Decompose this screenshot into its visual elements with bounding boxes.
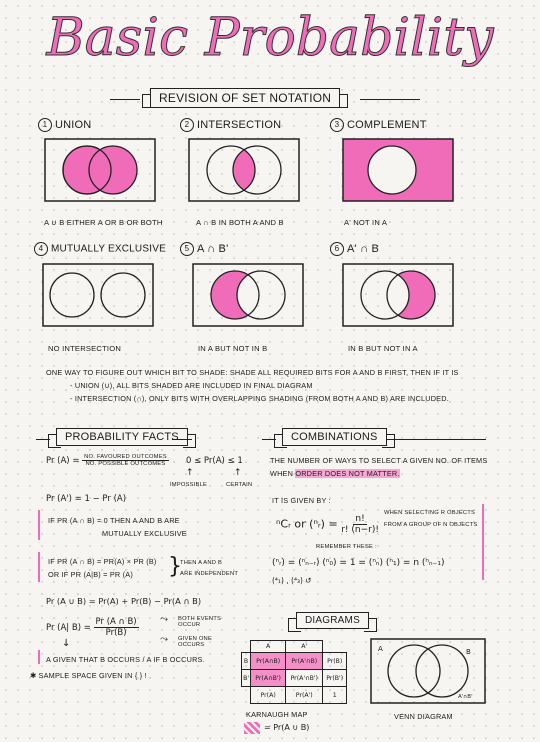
brace-icon: } [168,554,182,579]
fact-given-note: A GIVEN THAT B OCCURS / A IF B OCCURS. [46,655,205,664]
legend-swatch [244,722,260,734]
karnaugh-cell: Pr(A∩B') [251,670,286,687]
venn-diagram-complement [342,138,454,202]
fact-independent-line1: IF PR (A ∩ B) = PR(A) × PR (B) [48,557,157,566]
label-impossible: IMPOSSIBLE [170,482,208,488]
venn-diagram-intersection [188,138,300,202]
combinations-remember: REMEMBER THESE : [316,544,377,550]
arrow-up-icon: ↑ [234,468,242,478]
shading-note-line2: - UNION (∪), ALL BITS SHADED ARE INCLUDED IN FINAL DIAGRAM [70,381,313,390]
venn-general-label-outside: A'∩B' [458,694,473,700]
combinations-formula: ⁿCᵣ or (ⁿᵣ) = $\frac{n!}{r! (n-r)!}$ [276,514,379,535]
fact-mutex-line2: MUTUALLY EXCLUSIVE [102,529,187,538]
karnaugh-header-a-prime: A' [286,641,323,653]
venn-label-mutually-exclusive: 4 MUTUALLY EXCLUSIVE [34,242,166,256]
karnaugh-cell: Pr(A∩B) [251,653,286,670]
fact-independent-line2: OR IF PR (A|B) = PR (A) [48,570,133,579]
section-banner-diagrams: DIAGRAMS [296,612,369,629]
fact-mutex-line1: IF PR (A ∩ B) = 0 THEN A AND B ARE [48,516,180,525]
venn-label-intersection: 2 INTERSECTION [180,118,281,132]
karnaugh-cell: Pr(B) [323,653,347,670]
venn-label-complement: 3 COMPLEMENT [330,118,427,132]
fact-independent-line4: ARE INDEPENDENT [180,571,239,577]
venn-label-union: 1 UNION [38,118,91,132]
karnaugh-row-b-prime: B' [242,670,251,687]
fact-complement-rule: Pr (A') = 1 − Pr (A) [46,494,127,504]
combinations-line1: THE NUMBER OF WAYS TO SELECT A GIVEN NO. OF ITEMS [270,456,488,465]
karnaugh-row-b: B [242,653,251,670]
venn-general-label-b: B [466,648,471,656]
karnaugh-cell: Pr(A) [251,687,286,704]
combinations-identities: (ⁿᵣ) = (ⁿₙ₋ᵣ) (ⁿ₀) = 1 = (ⁿₙ) (ⁿ₁) = n (ⁿₙ₋₁) [272,558,445,568]
fact-probability-range: 0 ≤ Pr(A) ≤ 1 [186,456,243,466]
fact-probability-definition: Pr (A) = $\frac{\text{NO. FAVOURED OUTCOMES}}{\text{NO. POSSIBLE OUTCOMES}}$ [46,454,167,467]
arrow-up-icon: ↑ [186,468,194,478]
label-certain: CERTAIN [226,482,253,488]
venn-diagram-not-a-b [342,263,454,327]
karnaugh-cell: Pr(A') [286,687,323,704]
arrow-right-icon: ⤳ [160,634,168,645]
shading-note-line3: - INTERSECTION (∩), ONLY BITS WITH OVERLAPPING SHADING (FROM BOTH A AND B) ARE INCLUDED. [70,394,449,403]
venn-diagram-union [44,138,156,202]
karnaugh-map [241,640,347,704]
karnaugh-label: KARNAUGH MAP [246,710,308,719]
fact-sample-space: ✱ SAMPLE SPACE GIVEN IN { } ! [30,671,147,680]
venn-label-not-a-and-b: 6 A' ∩ B [330,242,379,256]
venn-caption-intersection: A ∩ B IN BOTH A AND B [196,218,284,227]
karnaugh-legend: = Pr(A ∪ B) [264,723,310,732]
combinations-example: (⁴₁) , (⁴₃) ↺ [272,576,312,585]
venn-label-a-and-not-b: 5 A ∩ B' [180,242,228,256]
label-given-one: GIVEN ONE OCCURS [178,636,213,648]
karnaugh-cell: Pr(A'∩B) [286,653,323,670]
label-both-events: BOTH EVENTS OCCUR [178,616,222,628]
venn-diagram-a-not-b [192,263,304,327]
section-banner-set-notation: REVISION OF SET NOTATION [150,88,340,108]
fact-independent-line3: THEN A AND B [180,560,223,566]
section-banner-probability-facts: PROBABILITY FACTS [56,428,188,446]
combinations-given-by: IT IS GIVEN BY : [272,496,331,505]
combinations-line2: WHEN ORDER DOES NOT MATTER. [270,469,400,478]
venn-caption-mutually-exclusive: NO INTERSECTION [48,344,122,353]
karnaugh-header-a: A [251,641,286,653]
arrow-right-icon: ⤳ [160,614,168,625]
venn-caption-a-not-b: IN A BUT NOT IN B [198,344,268,353]
shading-note-line1: ONE WAY TO FIGURE OUT WHICH BIT TO SHADE: SHADE ALL REQUIRED BITS FOR A AND B FIRST, THEN IF IT IS [46,368,459,377]
venn-general-label-a: A [378,645,383,653]
venn-caption-not-a-b: IN B BUT NOT IN A [348,344,418,353]
venn-general-caption: VENN DIAGRAM [394,712,453,721]
section-banner-combinations: COMBINATIONS [282,428,387,446]
karnaugh-cell: Pr(A'∩B') [286,670,323,687]
combinations-select-line1: WHEN SELECTING R OBJECTS [384,510,476,516]
arrow-down-icon: ↓ [62,638,71,649]
fact-union-rule: Pr (A ∪ B) = Pr(A) + Pr(B) − Pr(A ∩ B) [46,596,202,606]
karnaugh-cell: Pr(B') [323,670,347,687]
venn-diagram-mutually-exclusive [42,263,154,327]
page-title: Basic Probability [46,8,494,68]
fact-conditional-rule: Pr (A| B) = $\frac{Pr (A \cap B)}{Pr(B)}$ [46,617,137,638]
karnaugh-cell: 1 [323,687,347,704]
combinations-select-line2: FROM A GROUP OF N OBJECTS [384,522,478,528]
venn-caption-complement: A' NOT IN A [344,218,388,227]
venn-caption-union: A ∪ B EITHER A OR B OR BOTH [44,218,163,227]
